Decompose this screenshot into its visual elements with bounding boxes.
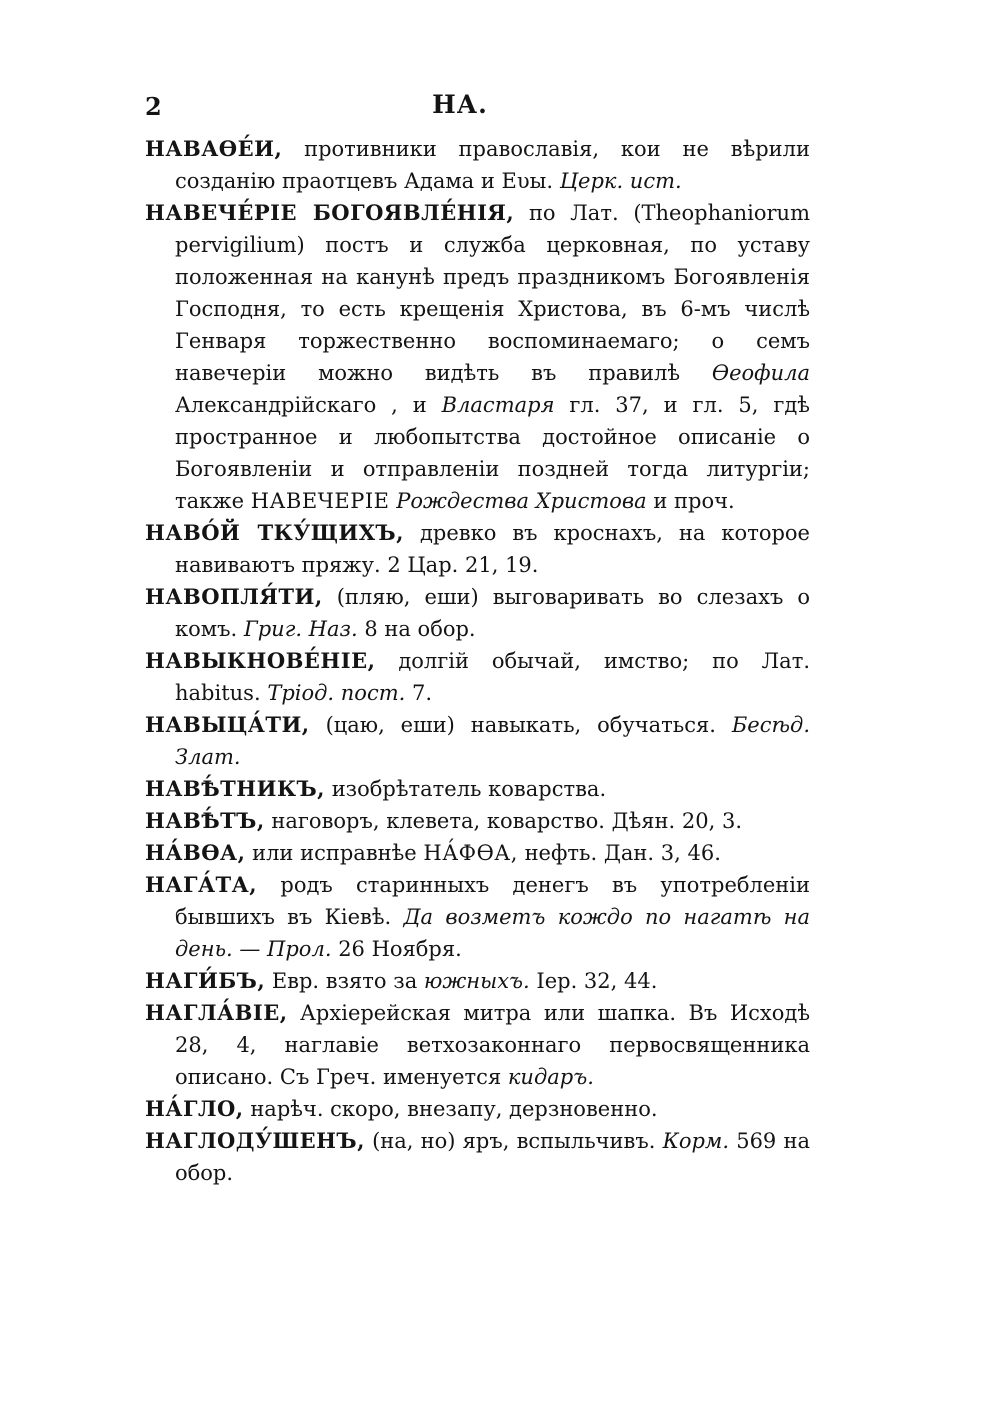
source-locator: 26 Ноября. (338, 937, 462, 961)
headword: НА́ВѲА, (145, 840, 246, 865)
headword: НАВАѲЕ́И, (145, 136, 283, 161)
source-ref: — Прол. (239, 937, 332, 961)
headword: НАВОПЛЯ́ТИ, (145, 584, 323, 609)
entry-naglo (145, 1093, 810, 1125)
entry-navoi-tkushchikh (145, 517, 810, 581)
quotation: Да возметъ кождо по нагатѣ на день. (175, 905, 810, 961)
definition: родъ старинныхъ денегъ въ употребленіи бывшихъ въ Кіевѣ. (175, 873, 810, 929)
source-ref: Бесѣд. Злат. (175, 713, 810, 769)
definition: древко въ кроснахъ, на которое навиваютъ пряжу. 2 Цар. 21, 19. (175, 521, 810, 577)
definition: (на, но) яръ, вспыльчивъ. (372, 1129, 656, 1153)
headword: НАВО́Й ТКУ́ЩИХЪ, (145, 520, 404, 545)
definition: и проч. (653, 489, 735, 513)
headword: НАВЕЧЕ́РІЕ БОГОЯВЛЕ́НІЯ, (145, 200, 515, 225)
source-locator: 7. (412, 681, 433, 705)
source-locator: 8 на обор. (364, 617, 476, 641)
definition: Евр. взято за (271, 969, 418, 993)
definition: (цаю, еши) навыкать, обучаться. (325, 713, 716, 737)
headword: НАВѢ́ТНИКЪ, (145, 776, 325, 801)
source-ref: Корм. (662, 1129, 730, 1153)
definition: противники православія, кои не вѣрили созданію праотцевъ Адама и Еυы. (175, 137, 811, 193)
headword: НАГЛА́ВІЕ, (145, 1000, 288, 1025)
cited-name: Рождества Христова (396, 489, 647, 513)
definition: нефть. Дан. 3, 46. (524, 841, 721, 865)
cited-name: Властаря (441, 393, 555, 417)
cited-word: южныхъ. (423, 969, 530, 993)
entry-navetnik (145, 773, 810, 805)
definition: долгій обычай, имство; по Лат. habitus. (175, 649, 810, 705)
entry-nagib (145, 965, 810, 997)
entry-navecherie-bogoyavleniya (145, 197, 810, 517)
headword: НАГА́ТА, (145, 872, 258, 897)
headword: НАВЫКНОВЕ́НІЕ, (145, 648, 376, 673)
definition: по Лат. (Theophaniorum pervigilium) постъ и служба церковная, по уставу положенная на канунѣ предъ праздникомъ Богоявленія Господня, то есть крещенія Христова, въ 6-мъ числѣ Генваря торжественно воспоминаемаго; о семъ навечеріи можно видѣть въ правилѣ (175, 201, 810, 385)
headword: НАГИ́БЪ, (145, 968, 266, 993)
entry-naglavie (145, 997, 810, 1093)
definition: нарѣч. скоро, внезапу, дерзновенно. (250, 1097, 658, 1121)
running-head: НА. (432, 90, 488, 119)
source-ref: Григ. Наз. (243, 617, 358, 641)
definition: наговоръ, клевета, коварство. Дѣян. 20, 3. (271, 809, 743, 833)
entry-navtha (145, 837, 810, 869)
headword: НА́ГЛО, (145, 1096, 244, 1121)
entry-nagloдushen (145, 1125, 810, 1189)
entry-navytsati (145, 709, 810, 773)
sub-headword: НАВЕЧЕРІЕ (250, 489, 390, 513)
definition: (пляю, еши) выговаривать во слезахъ о комъ. (175, 585, 810, 641)
sub-headword: НА́ФѲА, (423, 841, 518, 865)
headword: НАВѢ́ТЪ, (145, 808, 265, 833)
entry-navoplyati (145, 581, 810, 645)
page-number: 2 (145, 92, 162, 121)
entry-navet (145, 805, 810, 837)
headword: НАВЫЦА́ТИ, (145, 712, 310, 737)
definition: гл. 37, и гл. 5, гдѣ пространное и любопытства достойное описаніе о Богоявленіи и отправленіи поздней тогда литургіи; также (175, 393, 810, 513)
source-locator: Іер. 32, 44. (536, 969, 658, 993)
entry-nagata (145, 869, 810, 965)
definition: Александрійскаго , и (175, 393, 427, 417)
cited-name: Ѳеофила (711, 361, 810, 385)
source-ref: Церк. ист. (559, 169, 682, 193)
source-ref: Тріод. пост. (267, 681, 406, 705)
entry-list (145, 133, 810, 1189)
definition: изобрѣтатель коварства. (331, 777, 607, 801)
cited-word: кидаръ. (507, 1065, 594, 1089)
headword: НАГЛОДУ́ШЕНЪ, (145, 1128, 365, 1153)
source-locator: 569 на обор. (175, 1129, 810, 1185)
definition: Архіерейская митра или шапка. Въ Исходѣ 28, 4, наглавіе ветхозаконнаго первосвященника описано. Съ Греч. именуется (175, 1001, 810, 1089)
definition: или исправнѣе (252, 841, 417, 865)
entry-navathei (145, 133, 810, 197)
entry-navyknovenie (145, 645, 810, 709)
